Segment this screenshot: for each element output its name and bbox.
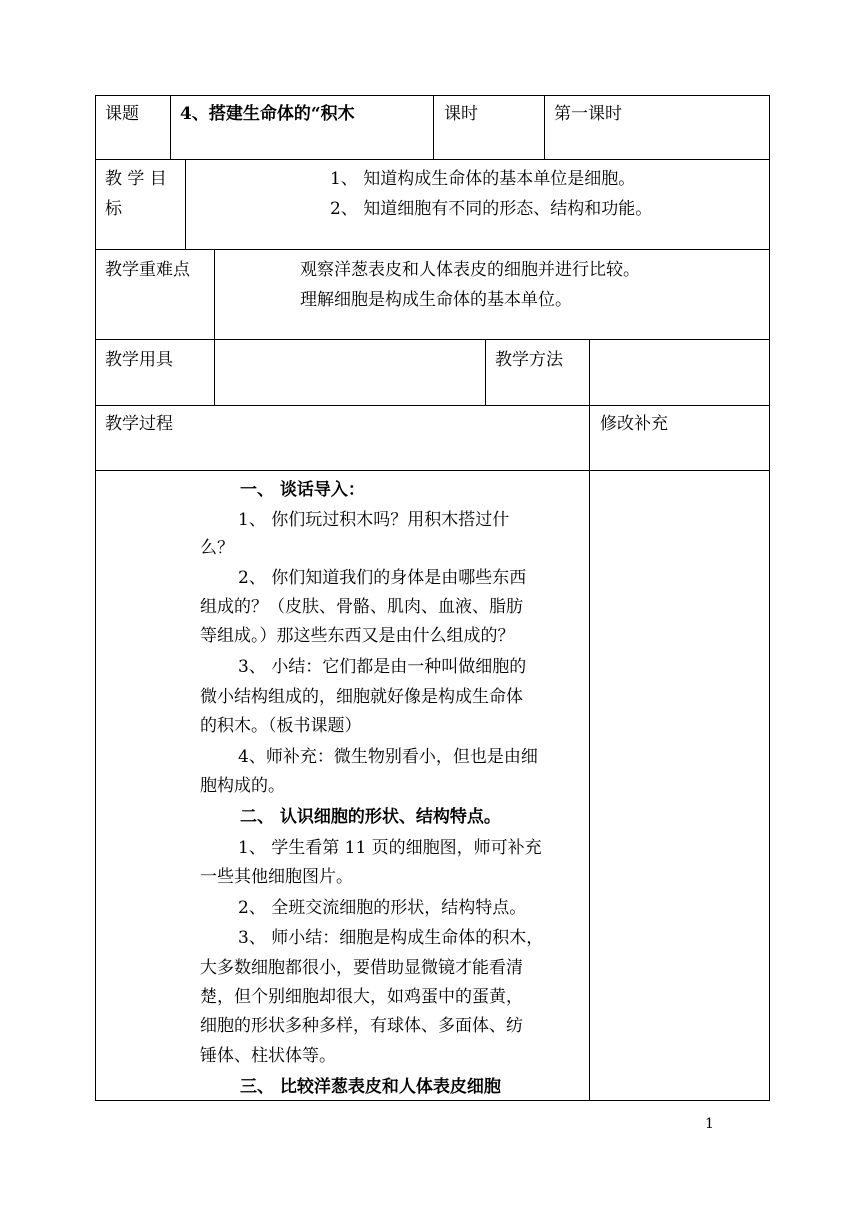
key-point-item: 理解细胞是构成生命体的基本单位。	[300, 290, 572, 310]
process-label: 教学过程	[105, 414, 173, 434]
content-line: 3、 小结：它们都是由一种叫做细胞的	[238, 657, 527, 677]
tools-label: 教学用具	[105, 350, 173, 370]
section-heading: 二、 认识细胞的形状、结构特点。	[240, 807, 501, 827]
row-divider	[95, 405, 770, 406]
goals-label-cont: 标	[105, 199, 122, 219]
period-label: 课时	[444, 104, 478, 124]
method-label: 教学方法	[495, 350, 563, 370]
col-divider	[544, 95, 545, 159]
page-number: 1	[705, 1116, 714, 1132]
content-line: 组成的？（皮肤、骨骼、肌肉、血液、脂肪	[200, 597, 523, 617]
content-line: 1、 你们玩过积木吗？用积木搭过什	[238, 510, 510, 530]
row-divider	[95, 249, 770, 250]
content-line: 胞构成的。	[200, 776, 285, 796]
content-line: 楚，但个别细胞却很大，如鸡蛋中的蛋黄，	[200, 987, 523, 1007]
table-border-bottom	[95, 1100, 770, 1101]
content-line: 大多数细胞都很小，要借助显微镜才能看清	[200, 958, 523, 978]
section-heading: 三、 比较洋葱表皮和人体表皮细胞	[240, 1077, 501, 1097]
row-divider	[95, 470, 770, 471]
topic-label: 课题	[105, 104, 139, 124]
content-line: 的积木。（板书课题）	[200, 716, 362, 736]
content-line: 3、 师小结：细胞是构成生命体的积木，	[238, 928, 544, 948]
col-divider	[185, 159, 186, 249]
content-line: 微小结构组成的，细胞就好像是构成生命体	[200, 687, 523, 707]
col-divider	[589, 339, 590, 1101]
col-divider	[214, 249, 215, 405]
goals-label: 教 学 目	[105, 169, 167, 189]
period-value: 第一课时	[554, 104, 622, 124]
table-border-right	[769, 95, 770, 1101]
content-line: 2、 全班交流细胞的形状，结构特点。	[238, 898, 527, 918]
col-divider	[485, 339, 486, 405]
topic-value: 4、搭建生命体的“积木	[180, 104, 355, 124]
col-divider	[170, 95, 171, 159]
revision-label: 修改补充	[600, 414, 668, 434]
goal-item: 1、 知道构成生命体的基本单位是细胞。	[330, 169, 636, 189]
key-point-item: 观察洋葱表皮和人体表皮的细胞并进行比较。	[300, 260, 640, 280]
content-line: 细胞的形状多种多样，有球体、多面体、纺	[200, 1016, 523, 1036]
section-heading: 一、 谈话导入：	[240, 480, 365, 500]
table-border-left	[95, 95, 96, 1101]
content-line: 2、 你们知道我们的身体是由哪些东西	[238, 568, 527, 588]
row-divider	[95, 159, 770, 160]
key-points-label: 教学重难点	[105, 260, 190, 280]
row-divider	[95, 339, 770, 340]
content-line: 么？	[200, 538, 234, 558]
content-line: 锤体、柱状体等。	[200, 1046, 336, 1066]
content-line: 一些其他细胞图片。	[200, 867, 353, 887]
col-divider	[433, 95, 434, 159]
content-line: 1、 学生看第 11 页的细胞图，师可补充	[238, 838, 542, 858]
content-line: 等组成。）那这些东西又是由什么组成的？	[200, 626, 515, 646]
goal-item: 2、 知道细胞有不同的形态、结构和功能。	[330, 199, 653, 219]
content-line: 4、师补充：微生物别看小，但也是由细	[238, 747, 538, 767]
